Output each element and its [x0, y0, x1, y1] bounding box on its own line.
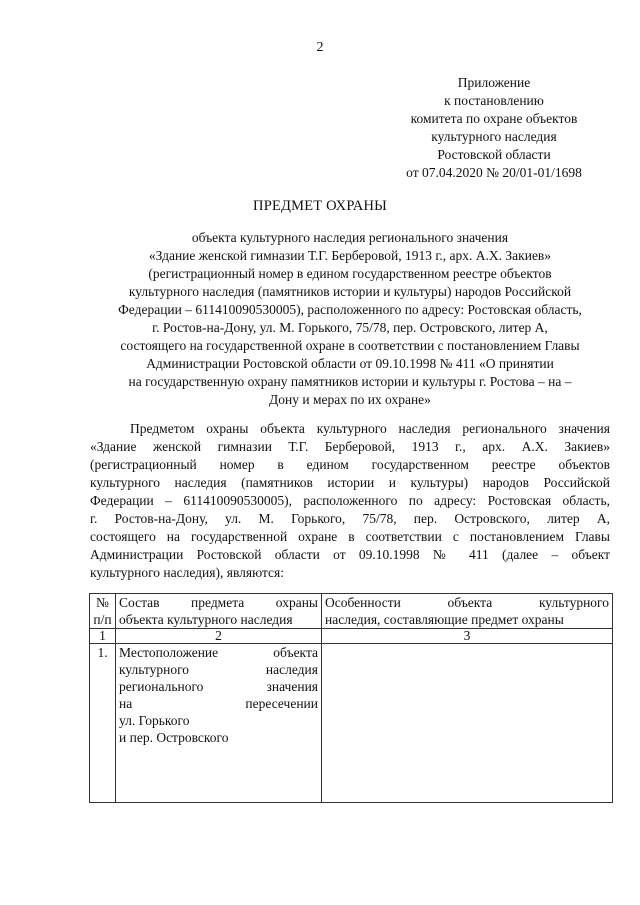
body-line: г. Ростов-на-Дону, ул. М. Горького, 75/78, пер. Островского, литер А,	[90, 511, 610, 526]
subject-line: культурного наследия (памятников истории и культуры) народов Российской	[128, 284, 572, 299]
composition-line: ул. Горького	[119, 713, 190, 728]
page-number: 2	[316, 40, 324, 55]
subject-line: г. Ростов-на-Дону, ул. М. Горького, 75/78, пер. Островского, литер А,	[152, 320, 548, 335]
header-cell-number	[90, 594, 116, 629]
column-number: 1	[90, 629, 116, 644]
subject-line: Федерации – 611410090530005), расположенного по адресу: Ростовская область,	[118, 302, 582, 317]
composition-line: на пересечении	[119, 696, 318, 711]
body-line: состоящего на государственной охране в соответствии с постановлением Главы	[90, 529, 610, 544]
header-cell-features	[322, 594, 613, 629]
subject-line: на государственную охрану памятников истории и культуры г. Ростова – на –	[128, 374, 572, 389]
body-line: «Здание женской гимназии Т.Г. Берберовой, 1913 г., арх. А.Х. Закиев»	[90, 439, 610, 454]
appendix-line: комитета по охране объектов	[410, 111, 578, 126]
body-line: Предметом охраны объекта культурного наследия регионального значения	[130, 421, 610, 436]
subject-line: (регистрационный номер в едином государственном реестре объектов	[148, 266, 552, 281]
body-line: Администрации Ростовской области от 09.10.1998 № 411 (далее – объект	[90, 547, 610, 562]
header-text: Особенности объекта культурного	[325, 595, 609, 610]
appendix-line: от 07.04.2020 № 20/01-01/1698	[406, 165, 582, 180]
column-number: 3	[322, 629, 613, 644]
body-line: Федерации – 611410090530005), расположенного по адресу: Ростовская область,	[90, 493, 610, 508]
appendix-line: культурного наследия	[431, 129, 557, 144]
header-text: наследия, составляющие предмет охраны	[325, 612, 564, 627]
column-number: 2	[116, 629, 322, 644]
subject-line: объекта культурного наследия регионального значения	[191, 230, 509, 245]
appendix-line: Ростовской области	[437, 147, 551, 162]
appendix-line: Приложение	[457, 75, 531, 90]
body-line: культурного наследия), являются:	[90, 565, 285, 580]
table-header-row	[90, 594, 613, 629]
row-features	[322, 644, 613, 803]
body-paragraph	[90, 420, 610, 582]
appendix-block	[378, 74, 610, 182]
subject-line: Администрации Ростовской области от 09.10.1998 № 411 «О принятии	[146, 356, 554, 371]
composition-line: регионального значения	[119, 679, 318, 694]
composition-line: культурного наследия	[119, 662, 318, 677]
row-number: 1.	[90, 644, 116, 803]
table-column-numbers-row	[90, 629, 613, 644]
table-row	[90, 644, 613, 803]
appendix-line: к постановлению	[444, 93, 544, 108]
subject-line: Дону и мерах по их охране»	[269, 392, 431, 407]
header-text: п/п	[93, 612, 112, 627]
composition-line: Местоположение объекта	[119, 645, 318, 660]
subject-line: состоящего на государственной охране в соответствии с постановлением Главы	[120, 338, 580, 353]
protection-subject-table	[89, 593, 613, 803]
subject-description	[90, 229, 610, 409]
body-line: (регистрационный номер в едином государственном реестре объектов	[90, 457, 610, 472]
header-cell-composition	[116, 594, 322, 629]
header-text: объекта культурного наследия	[119, 612, 293, 627]
body-line: культурного наследия (памятников истории и культуры) народов Российской	[90, 475, 610, 490]
row-composition	[116, 644, 322, 803]
header-text: №	[96, 595, 109, 610]
composition-line: и пер. Островского	[119, 730, 229, 745]
subject-line: «Здание женской гимназии Т.Г. Берберовой, 1913 г., арх. А.Х. Закиев»	[148, 248, 552, 263]
header-text: Состав предмета охраны	[119, 595, 318, 610]
document-title: ПРЕДМЕТ ОХРАНЫ	[253, 198, 387, 214]
